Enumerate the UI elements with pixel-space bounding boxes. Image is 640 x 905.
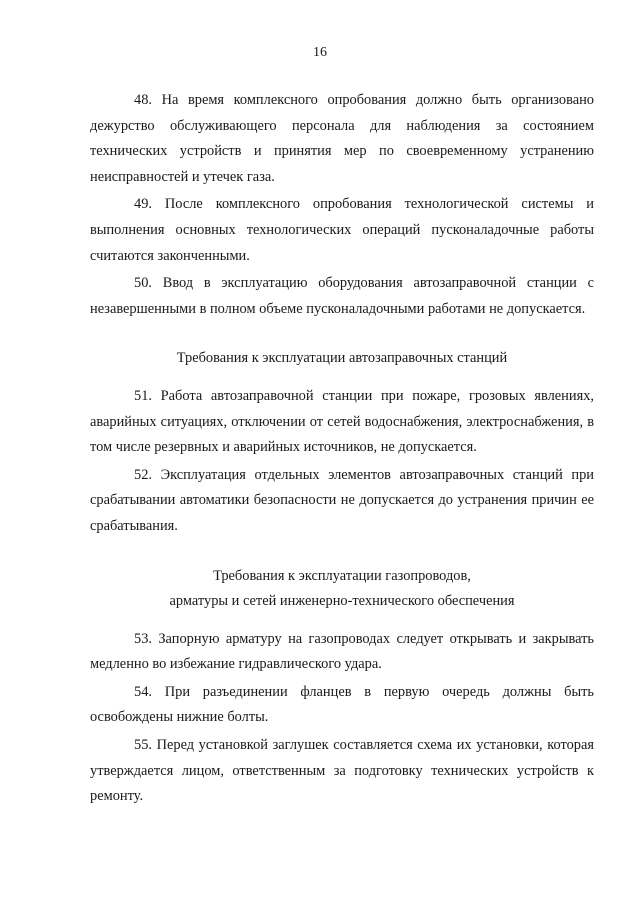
paragraph-55: 55. Перед установкой заглушек составляется схема их установки, которая утверждается лицом, ответственным за подготовку технических устройств к ремонту. [90, 737, 594, 805]
heading-line-1: Требования к эксплуатации газопроводов, [213, 567, 471, 584]
spacer [90, 324, 594, 346]
spacer [90, 615, 594, 627]
paragraph-51: 51. Работа автозаправочной станции при пожаре, грозовых явлениях, аварийных ситуациях, отключении от сетей водоснабжения, электроснабжения, в том числе резервных и аварийных источников, не допускается. [90, 387, 594, 456]
paragraph-48: 48. На время комплексного опробования должно быть организовано дежурство обслуживающего персонала для наблюдения за состоянием технических устройств и принятия мер по своевременному устранению неисправностей и утечек газа. [90, 92, 594, 185]
page-number: 16 [313, 45, 327, 60]
document-body [90, 88, 594, 812]
paragraph-49: 49. После комплексного опробования технологической системы и выполнения основных технологических операций пусконаладочные работы считаются законченными. [90, 196, 594, 264]
spacer [90, 542, 594, 564]
paragraph-53: 53. Запорную арматуру на газопроводах следует открывать и закрывать медленно во избежание гидравлического удара. [90, 630, 594, 673]
section-heading-gas-pipelines [90, 564, 594, 615]
section-heading-gas-stations: Требования к эксплуатации автозаправочных станций [176, 350, 508, 367]
spacer [90, 372, 594, 384]
paragraph-54: 54. При разъединении фланцев в первую очередь должны быть освобождены нижние болты. [90, 683, 594, 726]
paragraph-50: 50. Ввод в эксплуатацию оборудования автозаправочной станции с незавершенными в полном объеме пусконаладочными работами не допускается. [90, 275, 594, 317]
paragraph-52: 52. Эксплуатация отдельных элементов автозаправочных станций при срабатывании автоматики безопасности не допускается до устранения причин ее срабатывания. [90, 466, 594, 534]
heading-line-2: арматуры и сетей инженерно-технического обеспечения [169, 593, 515, 610]
